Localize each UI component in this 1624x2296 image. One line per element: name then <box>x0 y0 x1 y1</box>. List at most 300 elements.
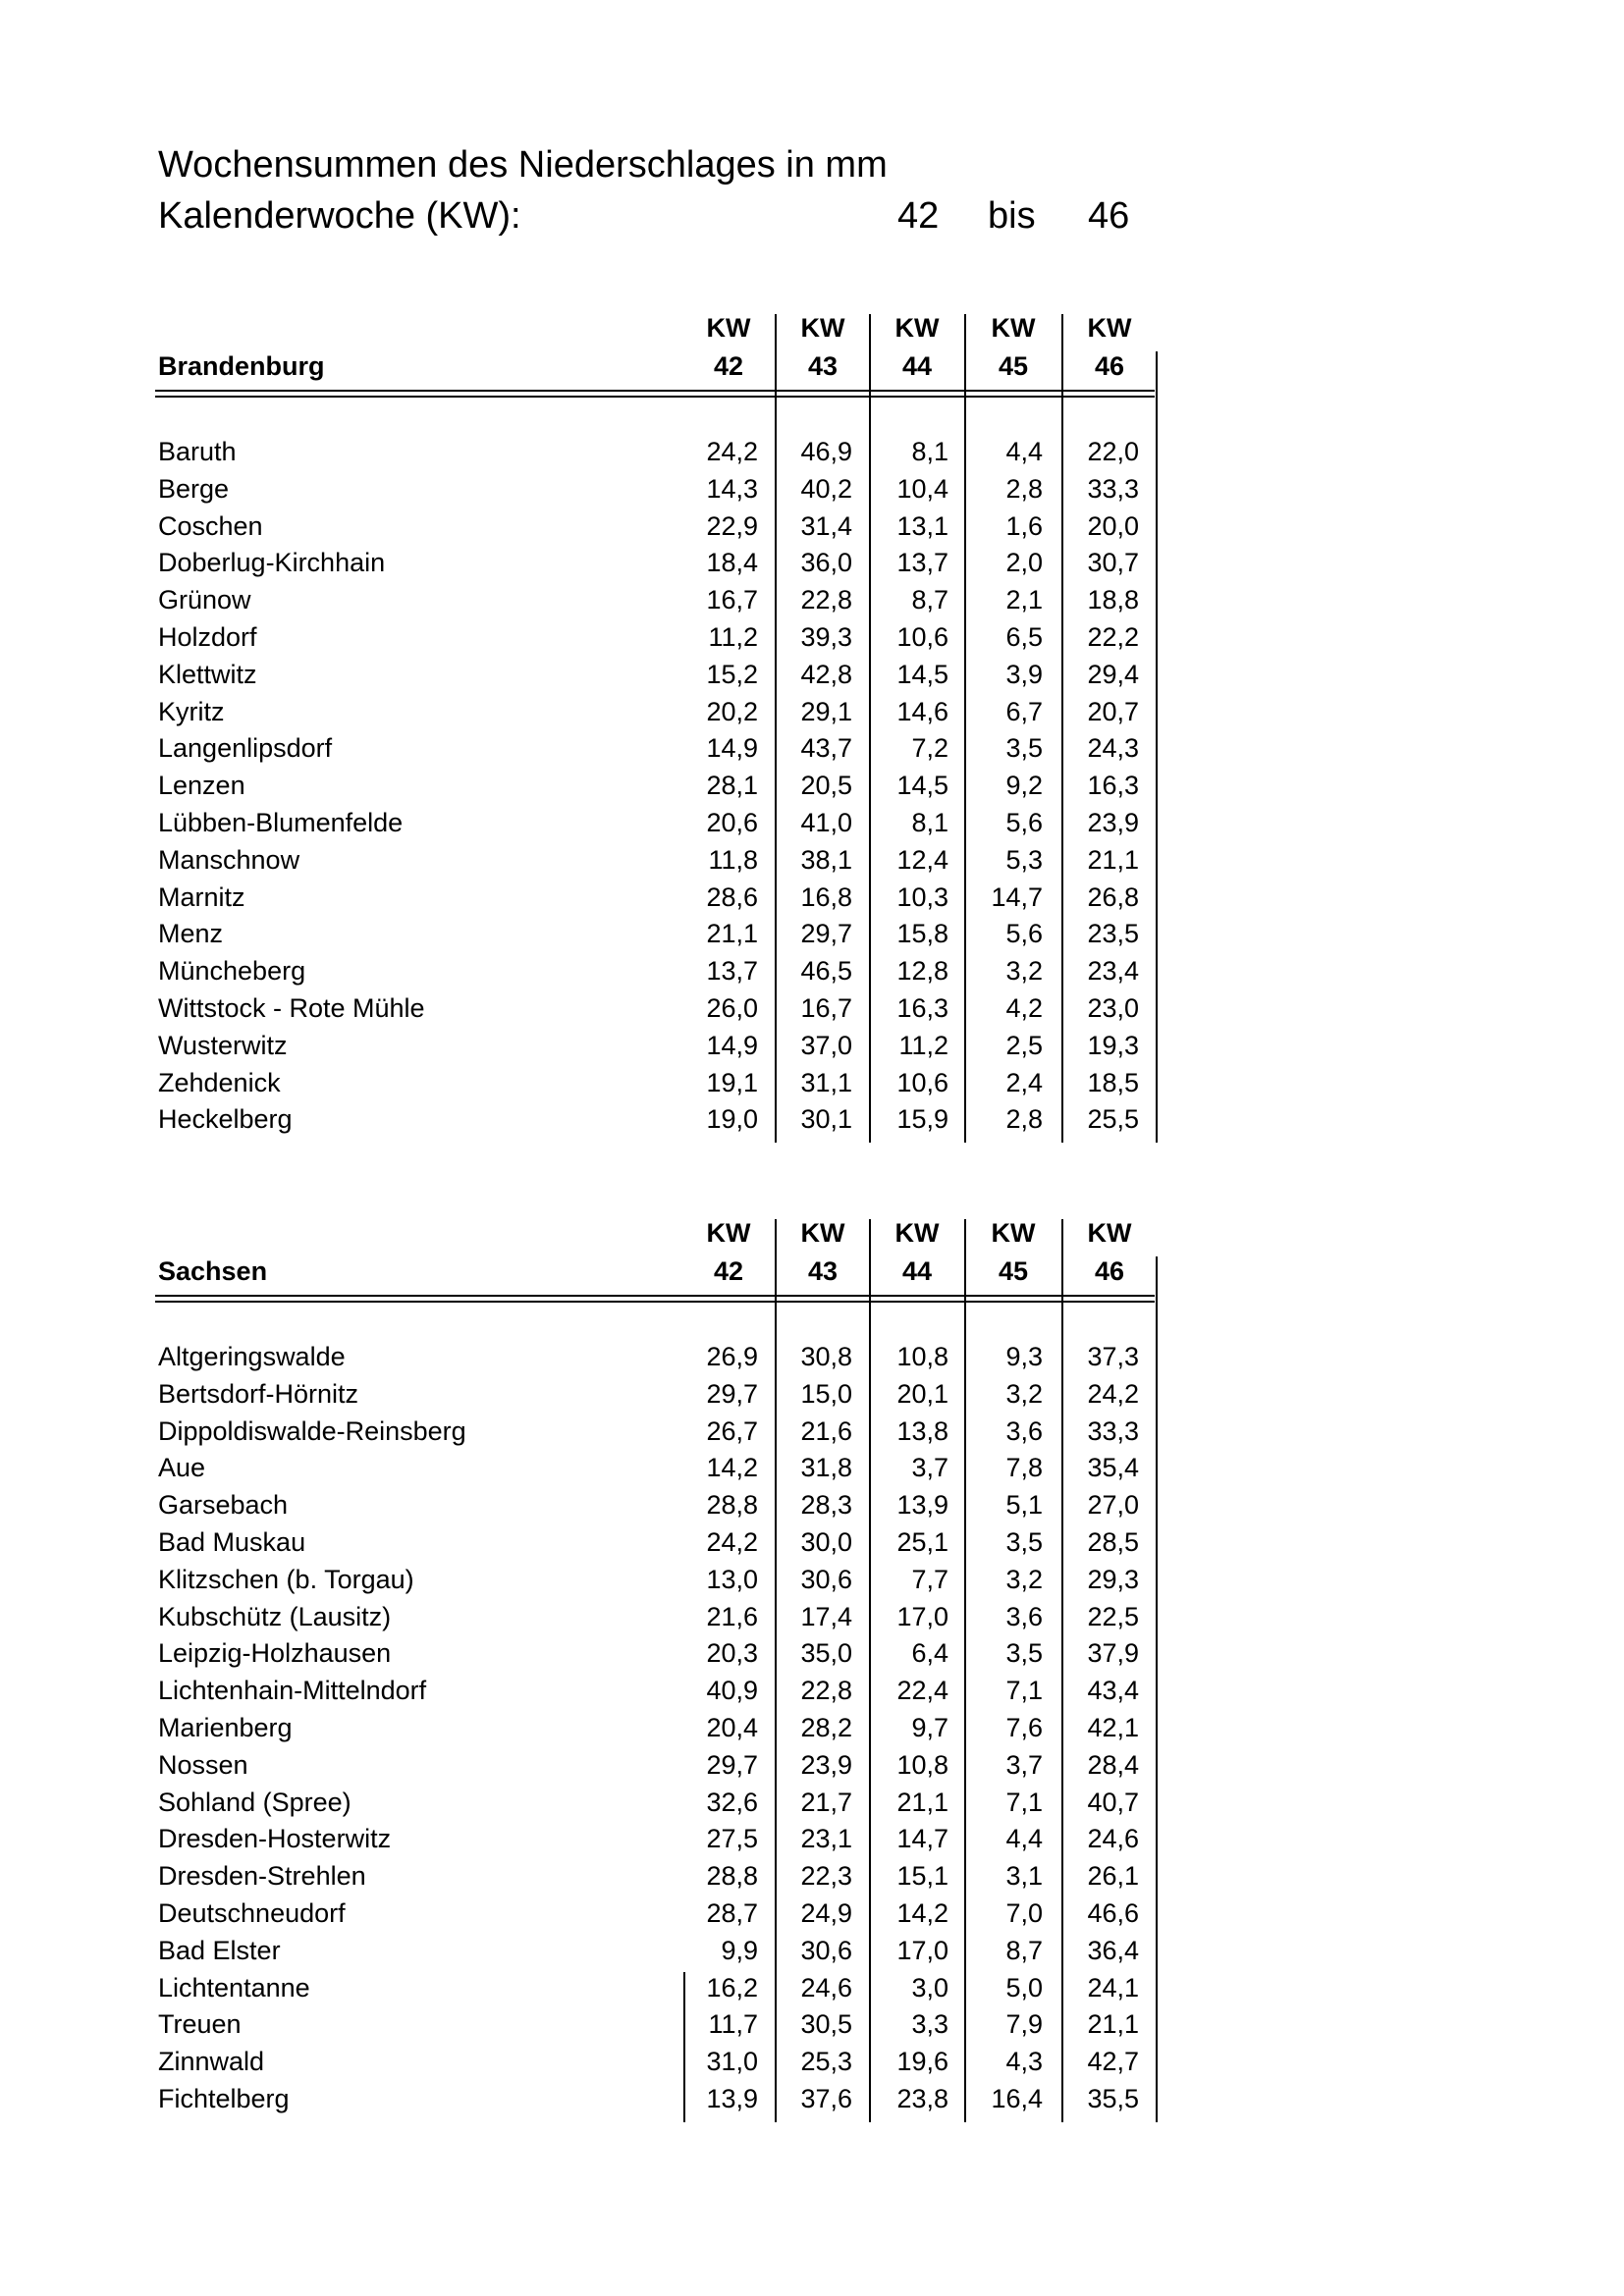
header-rule <box>155 390 1155 392</box>
precipitation-value: 30,8 <box>800 1342 852 1371</box>
precipitation-value: 30,5 <box>800 2009 852 2040</box>
table-row <box>0 2008 1624 2046</box>
station-name: Marnitz <box>158 881 245 912</box>
station-name: Dresden-Hosterwitz <box>158 1824 392 1854</box>
table-row <box>0 2083 1624 2120</box>
precipitation-value: 3,9 <box>1005 659 1043 689</box>
region-table <box>0 312 1624 1196</box>
precipitation-value: 8,1 <box>911 808 948 837</box>
table-row <box>0 1972 1624 2009</box>
week-to: 46 <box>1088 195 1130 237</box>
precipitation-value: 26,9 <box>706 1342 758 1371</box>
precipitation-value: 24,2 <box>706 1527 758 1557</box>
precipitation-value: 18,4 <box>706 548 758 578</box>
precipitation-value: 11,2 <box>898 1030 948 1060</box>
precipitation-value: 24,2 <box>1087 1378 1139 1409</box>
station-name: Bad Elster <box>158 1935 281 1965</box>
table-row <box>0 1526 1624 1564</box>
precipitation-value: 28,1 <box>706 771 758 801</box>
precipitation-value: 20,6 <box>706 808 758 837</box>
precipitation-value: 14,9 <box>706 1030 758 1060</box>
precipitation-value: 37,6 <box>800 2084 852 2113</box>
station-name: Nossen <box>158 1749 248 1780</box>
precipitation-value: 16,4 <box>991 2084 1043 2113</box>
precipitation-value: 23,9 <box>800 1749 852 1780</box>
region-heading: Brandenburg <box>158 351 325 381</box>
precipitation-value: 28,3 <box>800 1490 852 1521</box>
document-title <box>158 143 888 187</box>
precipitation-value: 28,5 <box>1087 1527 1139 1557</box>
precipitation-value: 14,2 <box>706 1453 758 1483</box>
precipitation-value: 7,1 <box>1005 1787 1043 1817</box>
precipitation-value: 19,6 <box>896 2047 948 2077</box>
table-row <box>0 918 1624 955</box>
station-name: Wusterwitz <box>158 1030 288 1060</box>
precipitation-value: 7,6 <box>1005 1713 1043 1742</box>
precipitation-value: 15,2 <box>706 659 758 689</box>
precipitation-value: 13,0 <box>706 1564 758 1594</box>
region-table <box>0 1217 1624 2113</box>
station-name: Manschnow <box>158 844 300 875</box>
precipitation-value: 21,7 <box>800 1787 852 1817</box>
precipitation-value: 5,0 <box>1005 1972 1043 2002</box>
station-name: Deutschneudorf <box>158 1898 346 1928</box>
precipitation-value: 29,7 <box>706 1749 758 1780</box>
precipitation-value: 21,1 <box>1087 2009 1139 2040</box>
precipitation-value: 40,2 <box>800 473 852 504</box>
precipitation-value: 21,1 <box>896 1787 948 1817</box>
station-name: Kubschütz (Lausitz) <box>158 1601 392 1631</box>
precipitation-value: 8,1 <box>911 437 948 466</box>
station-name: Klettwitz <box>158 659 257 689</box>
precipitation-value: 5,1 <box>1005 1490 1043 1521</box>
precipitation-value: 19,1 <box>706 1067 758 1097</box>
precipitation-value: 36,0 <box>800 548 852 578</box>
station-name: Baruth <box>158 437 237 466</box>
precipitation-value: 3,2 <box>1005 1378 1043 1409</box>
column-header-kw: KW <box>800 1218 845 1248</box>
table-row <box>0 1489 1624 1526</box>
column-header-week: 45 <box>998 1256 1029 1286</box>
precipitation-value: 21,6 <box>800 1415 852 1446</box>
station-name: Dippoldiswalde-Reinsberg <box>158 1415 466 1446</box>
station-name: Marienberg <box>158 1713 293 1742</box>
table-row <box>0 881 1624 919</box>
table-row <box>0 1452 1624 1489</box>
column-header-week: 44 <box>901 1256 933 1286</box>
precipitation-value: 22,2 <box>1087 622 1139 652</box>
precipitation-value: 20,7 <box>1087 696 1139 726</box>
precipitation-value: 26,8 <box>1087 881 1139 912</box>
precipitation-value: 10,4 <box>896 473 948 504</box>
table-row <box>0 844 1624 881</box>
station-name: Sohland (Spree) <box>158 1787 352 1817</box>
precipitation-value: 20,5 <box>800 771 852 801</box>
precipitation-value: 14,9 <box>706 733 758 764</box>
table-row <box>0 696 1624 733</box>
table-row <box>0 992 1624 1030</box>
precipitation-value: 42,7 <box>1087 2047 1139 2077</box>
header-rule <box>155 1295 1155 1297</box>
precipitation-value: 4,4 <box>1005 437 1043 466</box>
precipitation-value: 16,7 <box>800 993 852 1023</box>
table-row <box>0 1675 1624 1712</box>
precipitation-value: 28,7 <box>706 1898 758 1928</box>
precipitation-value: 31,4 <box>800 510 852 541</box>
precipitation-value: 15,1 <box>896 1861 948 1892</box>
precipitation-value: 9,7 <box>911 1713 948 1742</box>
precipitation-value: 14,7 <box>991 881 1043 912</box>
table-row <box>0 1860 1624 1897</box>
precipitation-value: 29,3 <box>1087 1564 1139 1594</box>
precipitation-value: 3,2 <box>1005 1564 1043 1594</box>
column-header-week: 46 <box>1094 351 1125 381</box>
table-row <box>0 1067 1624 1104</box>
precipitation-value: 23,5 <box>1087 919 1139 949</box>
table-row <box>0 1935 1624 1972</box>
precipitation-value: 25,3 <box>800 2047 852 2077</box>
column-header-kw: KW <box>1087 1218 1132 1248</box>
column-header-week: 44 <box>901 351 933 381</box>
precipitation-value: 12,8 <box>896 956 948 987</box>
precipitation-value: 16,3 <box>1087 771 1139 801</box>
column-header-week: 46 <box>1094 1256 1125 1286</box>
precipitation-value: 3,7 <box>911 1453 948 1483</box>
table-row <box>0 1637 1624 1675</box>
header-rule <box>155 1301 1155 1303</box>
precipitation-value: 29,7 <box>800 919 852 949</box>
precipitation-value: 35,0 <box>800 1638 852 1669</box>
precipitation-value: 18,8 <box>1087 585 1139 615</box>
precipitation-value: 24,1 <box>1087 1972 1139 2002</box>
precipitation-value: 25,5 <box>1087 1104 1139 1135</box>
precipitation-value: 30,0 <box>800 1527 852 1557</box>
precipitation-value: 7,0 <box>1005 1898 1043 1928</box>
precipitation-value: 16,2 <box>706 1972 758 2002</box>
precipitation-value: 36,4 <box>1087 1935 1139 1965</box>
table-row <box>0 1378 1624 1415</box>
station-name: Bertsdorf-Hörnitz <box>158 1378 359 1409</box>
precipitation-value: 14,6 <box>896 696 948 726</box>
station-name: Zehdenick <box>158 1067 281 1097</box>
precipitation-value: 31,0 <box>706 2047 758 2077</box>
table-row <box>0 621 1624 659</box>
precipitation-value: 13,7 <box>896 548 948 578</box>
precipitation-value: 14,5 <box>896 659 948 689</box>
precipitation-value: 13,8 <box>896 1415 948 1446</box>
table-row <box>0 1030 1624 1067</box>
precipitation-value: 30,6 <box>800 1935 852 1965</box>
precipitation-value: 10,6 <box>896 1067 948 1097</box>
station-name: Grünow <box>158 585 251 615</box>
precipitation-value: 37,0 <box>800 1030 852 1060</box>
precipitation-value: 4,2 <box>1005 993 1043 1023</box>
column-header-kw: KW <box>800 313 845 343</box>
column-header-week: 45 <box>998 351 1029 381</box>
precipitation-value: 6,5 <box>1005 622 1043 652</box>
table-row <box>0 436 1624 473</box>
station-name: Coschen <box>158 510 263 541</box>
week-label: Kalenderwoche (KW): <box>158 195 521 237</box>
precipitation-value: 17,0 <box>896 1935 948 1965</box>
precipitation-value: 46,6 <box>1087 1898 1139 1928</box>
precipitation-value: 13,9 <box>706 2084 758 2113</box>
precipitation-value: 16,3 <box>896 993 948 1023</box>
precipitation-value: 23,1 <box>800 1824 852 1854</box>
precipitation-value: 27,5 <box>706 1824 758 1854</box>
precipitation-value: 41,0 <box>800 808 852 837</box>
precipitation-value: 30,1 <box>800 1104 852 1135</box>
station-name: Kyritz <box>158 696 225 726</box>
precipitation-value: 22,0 <box>1087 437 1139 466</box>
week-bis: bis <box>988 195 1036 237</box>
precipitation-value: 7,2 <box>911 733 948 764</box>
precipitation-value: 22,3 <box>800 1861 852 1892</box>
precipitation-value: 23,8 <box>896 2084 948 2113</box>
precipitation-value: 46,9 <box>800 437 852 466</box>
precipitation-value: 6,7 <box>1005 696 1043 726</box>
station-name: Klitzschen (b. Torgau) <box>158 1564 414 1594</box>
precipitation-value: 14,7 <box>896 1824 948 1854</box>
region-heading: Sachsen <box>158 1256 268 1286</box>
table-row <box>0 732 1624 770</box>
precipitation-value: 26,1 <box>1087 1861 1139 1892</box>
precipitation-value: 25,1 <box>896 1527 948 1557</box>
precipitation-value: 14,2 <box>896 1898 948 1928</box>
column-header-kw: KW <box>1087 313 1132 343</box>
precipitation-value: 3,6 <box>1005 1415 1043 1446</box>
precipitation-value: 23,4 <box>1087 956 1139 987</box>
precipitation-value: 3,2 <box>1005 956 1043 987</box>
precipitation-value: 6,4 <box>911 1638 948 1669</box>
precipitation-value: 10,8 <box>896 1342 948 1371</box>
table-row <box>0 1415 1624 1453</box>
precipitation-value: 33,3 <box>1087 473 1139 504</box>
table-row <box>0 2046 1624 2083</box>
precipitation-value: 3,5 <box>1005 733 1043 764</box>
precipitation-value: 3,6 <box>1005 1601 1043 1631</box>
table-row <box>0 955 1624 992</box>
precipitation-value: 10,3 <box>896 881 948 912</box>
precipitation-value: 3,7 <box>1005 1749 1043 1780</box>
precipitation-value: 5,3 <box>1005 844 1043 875</box>
station-name: Lenzen <box>158 771 245 801</box>
precipitation-value: 7,8 <box>1005 1453 1043 1483</box>
precipitation-value: 24,2 <box>706 437 758 466</box>
table-row <box>0 1897 1624 1935</box>
precipitation-value: 2,4 <box>1005 1067 1043 1097</box>
table-row <box>0 807 1624 844</box>
precipitation-value: 28,4 <box>1087 1749 1139 1780</box>
station-name: Lichtenhain-Mittelndorf <box>158 1676 427 1706</box>
precipitation-value: 16,7 <box>706 585 758 615</box>
precipitation-value: 33,3 <box>1087 1415 1139 1446</box>
precipitation-value: 14,3 <box>706 473 758 504</box>
precipitation-value: 20,3 <box>706 1638 758 1669</box>
precipitation-value: 16,8 <box>800 881 852 912</box>
calendar-week-range <box>158 194 1140 238</box>
station-name: Berge <box>158 473 230 504</box>
precipitation-value: 24,9 <box>800 1898 852 1928</box>
station-name: Menz <box>158 919 224 949</box>
precipitation-value: 26,0 <box>706 993 758 1023</box>
precipitation-value: 21,1 <box>706 919 758 949</box>
station-name: Garsebach <box>158 1490 289 1521</box>
station-name: Leipzig-Holzhausen <box>158 1638 392 1669</box>
precipitation-value: 3,1 <box>1005 1861 1043 1892</box>
week-from: 42 <box>897 195 940 237</box>
table-row <box>0 547 1624 584</box>
table-row <box>0 1787 1624 1824</box>
precipitation-value: 42,8 <box>800 659 852 689</box>
precipitation-value: 13,7 <box>706 956 758 987</box>
precipitation-value: 3,3 <box>911 2009 948 2040</box>
precipitation-value: 23,9 <box>1087 808 1139 837</box>
precipitation-value: 38,1 <box>800 844 852 875</box>
precipitation-value: 12,4 <box>896 844 948 875</box>
precipitation-value: 22,8 <box>800 585 852 615</box>
precipitation-value: 2,5 <box>1005 1030 1043 1060</box>
precipitation-value: 21,1 <box>1087 844 1139 875</box>
precipitation-value: 3,0 <box>911 1972 948 2002</box>
precipitation-value: 4,4 <box>1005 1824 1043 1854</box>
station-name: Lübben-Blumenfelde <box>158 808 404 837</box>
precipitation-value: 9,9 <box>721 1935 758 1965</box>
precipitation-value: 19,3 <box>1087 1030 1139 1060</box>
precipitation-value: 2,8 <box>1005 1104 1043 1135</box>
precipitation-value: 8,7 <box>911 585 948 615</box>
precipitation-value: 20,4 <box>706 1713 758 1742</box>
precipitation-value: 1,6 <box>1005 510 1043 541</box>
table-row <box>0 1564 1624 1601</box>
precipitation-value: 42,1 <box>1087 1713 1139 1742</box>
column-divider <box>683 1972 685 2122</box>
precipitation-value: 28,8 <box>706 1490 758 1521</box>
precipitation-value: 13,9 <box>896 1490 948 1521</box>
precipitation-value: 35,5 <box>1087 2084 1139 2113</box>
precipitation-value: 7,1 <box>1005 1676 1043 1706</box>
table-row <box>0 659 1624 696</box>
precipitation-value: 29,4 <box>1087 659 1139 689</box>
precipitation-value: 26,7 <box>706 1415 758 1446</box>
precipitation-value: 21,6 <box>706 1601 758 1631</box>
precipitation-value: 7,7 <box>911 1564 948 1594</box>
precipitation-value: 2,1 <box>1005 585 1043 615</box>
precipitation-value: 37,3 <box>1087 1342 1139 1371</box>
precipitation-value: 2,0 <box>1005 548 1043 578</box>
precipitation-value: 17,0 <box>896 1601 948 1631</box>
precipitation-value: 35,4 <box>1087 1453 1139 1483</box>
station-name: Langenlipsdorf <box>158 733 333 764</box>
precipitation-value: 32,6 <box>706 1787 758 1817</box>
header-rule <box>155 396 1155 398</box>
precipitation-value: 15,8 <box>896 919 948 949</box>
station-name: Doberlug-Kirchhain <box>158 548 386 578</box>
precipitation-value: 10,8 <box>896 1749 948 1780</box>
precipitation-value: 11,2 <box>708 622 758 652</box>
precipitation-value: 11,8 <box>708 844 758 875</box>
precipitation-value: 11,7 <box>708 2009 758 2040</box>
precipitation-value: 10,6 <box>896 622 948 652</box>
precipitation-value: 20,1 <box>896 1378 948 1409</box>
precipitation-value: 24,6 <box>800 1972 852 2002</box>
precipitation-value: 24,6 <box>1087 1824 1139 1854</box>
precipitation-value: 31,8 <box>800 1453 852 1483</box>
precipitation-value: 5,6 <box>1005 919 1043 949</box>
precipitation-value: 2,8 <box>1005 473 1043 504</box>
station-name: Fichtelberg <box>158 2084 290 2113</box>
station-name: Aue <box>158 1453 206 1483</box>
precipitation-value: 24,3 <box>1087 733 1139 764</box>
column-header-week: 42 <box>713 1256 744 1286</box>
table-row <box>0 1749 1624 1787</box>
precipitation-value: 13,1 <box>896 510 948 541</box>
precipitation-value: 15,0 <box>800 1378 852 1409</box>
station-name: Holzdorf <box>158 622 257 652</box>
precipitation-value: 27,0 <box>1087 1490 1139 1521</box>
precipitation-value: 22,9 <box>706 510 758 541</box>
precipitation-value: 28,6 <box>706 881 758 912</box>
title-text: Wochensummen des Niederschlages in mm <box>158 144 888 186</box>
table-row <box>0 1341 1624 1378</box>
column-header-kw: KW <box>894 313 940 343</box>
precipitation-value: 39,3 <box>800 622 852 652</box>
table-row <box>0 1601 1624 1638</box>
precipitation-value: 28,8 <box>706 1861 758 1892</box>
precipitation-value: 9,3 <box>1005 1342 1043 1371</box>
precipitation-value: 23,0 <box>1087 993 1139 1023</box>
precipitation-value: 30,7 <box>1087 548 1139 578</box>
precipitation-value: 8,7 <box>1005 1935 1043 1965</box>
precipitation-value: 5,6 <box>1005 808 1043 837</box>
column-header-week: 43 <box>807 1256 839 1286</box>
station-name: Müncheberg <box>158 956 306 987</box>
station-name: Zinnwald <box>158 2047 265 2077</box>
precipitation-value: 15,9 <box>896 1104 948 1135</box>
precipitation-value: 22,8 <box>800 1676 852 1706</box>
table-row <box>0 1823 1624 1860</box>
precipitation-value: 7,9 <box>1005 2009 1043 2040</box>
table-row <box>0 584 1624 621</box>
precipitation-value: 46,5 <box>800 956 852 987</box>
station-name: Altgeringswalde <box>158 1342 346 1371</box>
column-header-week: 42 <box>713 351 744 381</box>
precipitation-value: 40,7 <box>1087 1787 1139 1817</box>
precipitation-value: 40,9 <box>706 1676 758 1706</box>
station-name: Dresden-Strehlen <box>158 1861 366 1892</box>
column-header-kw: KW <box>706 1218 751 1248</box>
column-header-kw: KW <box>991 313 1036 343</box>
precipitation-value: 22,5 <box>1087 1601 1139 1631</box>
precipitation-value: 43,4 <box>1087 1676 1139 1706</box>
precipitation-value: 19,0 <box>706 1104 758 1135</box>
precipitation-value: 30,6 <box>800 1564 852 1594</box>
precipitation-value: 29,1 <box>800 696 852 726</box>
column-header-week: 43 <box>807 351 839 381</box>
precipitation-value: 17,4 <box>800 1601 852 1631</box>
column-header-kw: KW <box>991 1218 1036 1248</box>
table-row <box>0 510 1624 548</box>
station-name: Heckelberg <box>158 1104 293 1135</box>
precipitation-value: 3,5 <box>1005 1527 1043 1557</box>
column-header-kw: KW <box>706 313 751 343</box>
precipitation-value: 18,5 <box>1087 1067 1139 1097</box>
table-row <box>0 770 1624 807</box>
precipitation-value: 22,4 <box>896 1676 948 1706</box>
precipitation-value: 9,2 <box>1005 771 1043 801</box>
precipitation-value: 37,9 <box>1087 1638 1139 1669</box>
precipitation-value: 31,1 <box>800 1067 852 1097</box>
